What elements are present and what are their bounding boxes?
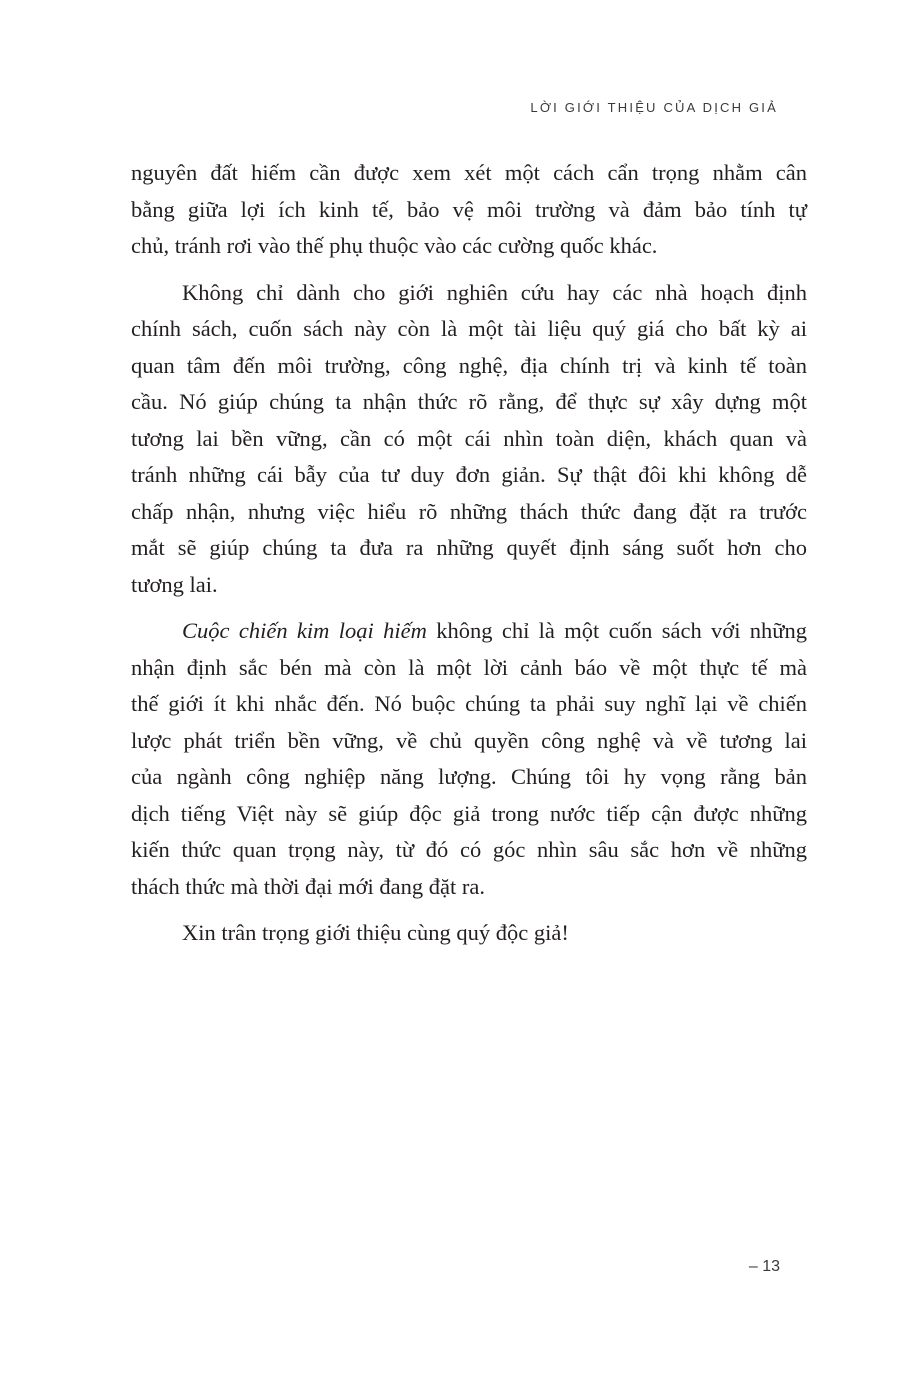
text-line: chính sách, cuốn sách này còn là một tài liệu quý giá cho bất kỳ ai xyxy=(131,316,807,341)
text-line: quan tâm đến môi trường, công nghệ, địa chính trị và kinh tế toàn xyxy=(131,352,807,378)
text-line: nguyên đất hiếm cần được xem xét một cách cẩn trọng nhằm cân xyxy=(131,160,807,185)
text-line: bằng giữa lợi ích kinh tế, bảo vệ môi trường và đảm bảo tính tự xyxy=(131,196,807,222)
text-line: mắt sẽ giúp chúng ta đưa ra những quyết định sáng suốt hơn cho xyxy=(131,535,807,560)
body-text xyxy=(131,155,807,962)
text-line xyxy=(131,613,807,650)
text-line: Xin trân trọng giới thiệu cùng quý độc giả! xyxy=(182,920,569,945)
book-title: Cuộc chiến kim loại hiếm xyxy=(182,618,427,643)
text-line: thách thức mà thời đại mới đang đặt ra. xyxy=(131,873,486,899)
text-line: tránh những cái bẫy của tư duy đơn giản. Sự thật đôi khi không dễ xyxy=(131,462,807,487)
text-line: dịch tiếng Việt này sẽ giúp độc giả trong nước tiếp cận được những xyxy=(131,800,807,826)
running-head: LỜI GIỚI THIỆU CỦA DỊCH GIẢ xyxy=(530,100,778,115)
paragraph-closing xyxy=(131,915,807,952)
paragraph-book-summary xyxy=(131,613,807,905)
paragraph-audience xyxy=(131,275,807,604)
text-line: cầu. Nó giúp chúng ta nhận thức rõ rằng, để thực sự xây dựng một xyxy=(131,389,807,414)
text-line: chấp nhận, nhưng việc hiểu rõ những thách thức đang đặt ra trước xyxy=(131,498,807,524)
text-line: Không chỉ dành cho giới nghiên cứu hay các nhà hoạch định xyxy=(182,279,807,305)
text-line: kiến thức quan trọng này, từ đó có góc nhìn sâu sắc hơn về những xyxy=(131,837,807,862)
text-line: tương lai. xyxy=(131,571,218,597)
text-line: lược phát triển bền vững, về chủ quyền công nghệ và về tương lai xyxy=(131,727,807,753)
paragraph-continuation xyxy=(131,155,807,265)
text-line: thế giới ít khi nhắc đến. Nó buộc chúng ta phải suy nghĩ lại về chiến xyxy=(131,691,807,716)
text-line: tương lai bền vững, cần có một cái nhìn toàn diện, khách quan và xyxy=(131,425,807,451)
text-line: của ngành công nghiệp năng lượng. Chúng tôi hy vọng rằng bản xyxy=(131,764,807,789)
page-number: – 13 xyxy=(748,1258,780,1275)
text-line: chủ, tránh rơi vào thế phụ thuộc vào các cường quốc khác. xyxy=(131,233,658,258)
text-fragment: không chỉ là một cuốn sách với những xyxy=(426,618,807,643)
text-line: nhận định sắc bén mà còn là một lời cảnh báo về một thực tế mà xyxy=(131,654,807,680)
